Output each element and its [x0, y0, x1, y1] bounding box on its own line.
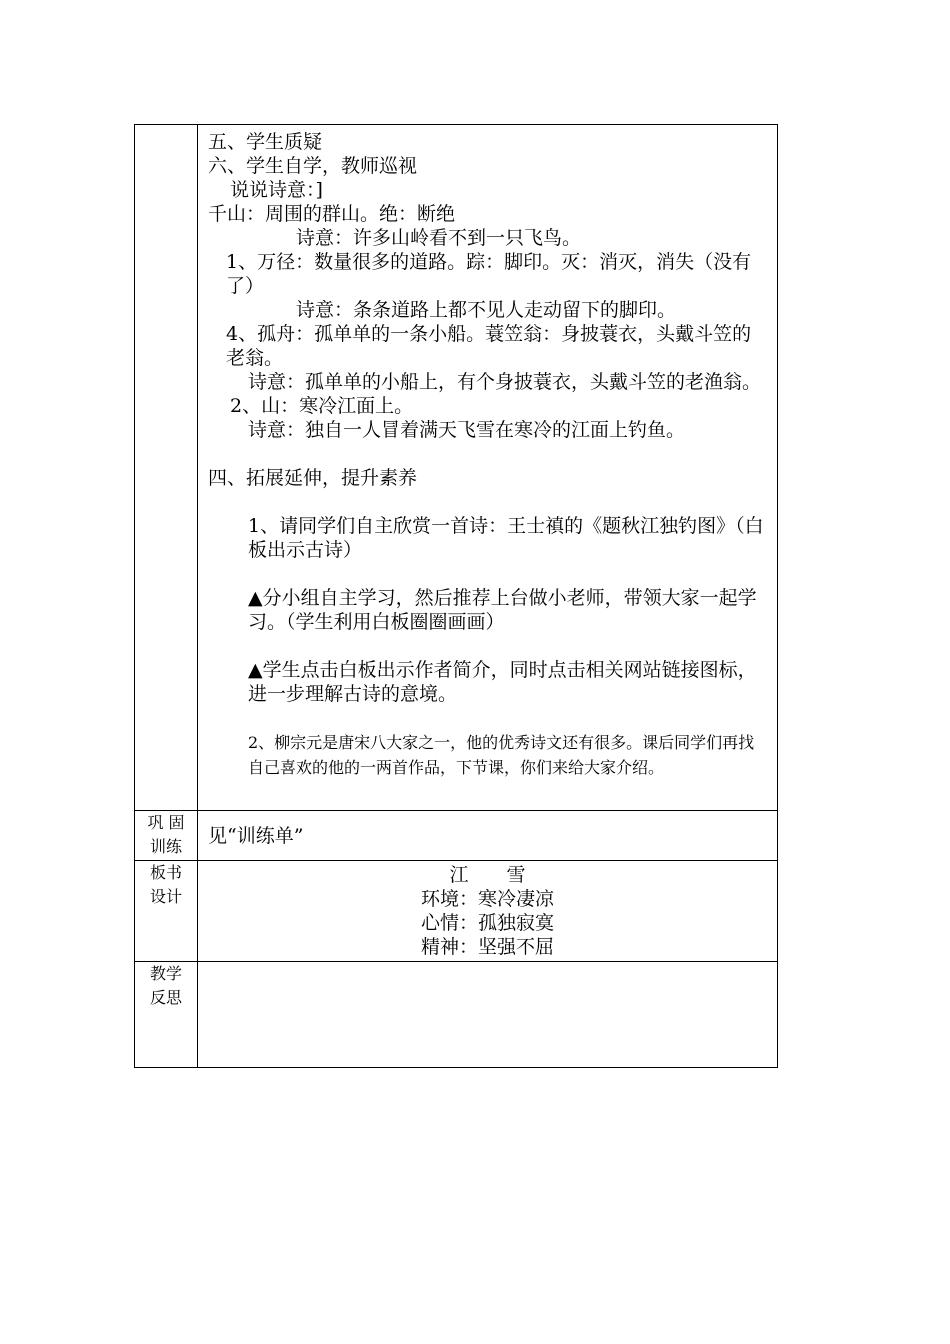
line-student-questions: 五、学生质疑	[208, 131, 323, 153]
line-self-study: 六、学生自学，教师巡视	[208, 155, 418, 177]
line-extension-heading: 四、拓展延伸，提升素养	[208, 467, 418, 489]
line-homework: 2、柳宗元是唐宋八大家之一，他的优秀诗文还有很多。课后同学们再找自己喜欢的他的一两首作品，下节课，你们来给大家介绍。	[248, 733, 755, 777]
reflection-label: 教学 反思	[135, 962, 198, 1068]
line-meaning-2: 诗意：条条道路上都不见人走动留下的脚印。	[296, 299, 677, 321]
line-author-intro: ▲学生点击白板出示作者简介，同时点击相关网站链接图标，进一步理解古诗的意境。	[248, 659, 757, 705]
board-design-content	[198, 861, 778, 962]
line-meaning-prompt: 说说诗意：]	[230, 179, 323, 201]
consolidation-content: 见“训练单”	[198, 811, 778, 861]
consolidation-label: 巩 固 训练	[135, 811, 198, 861]
board-line-mood: 心情：孤独寂寞	[420, 912, 554, 934]
line-meaning-4: 诗意：独自一人冒着满天飞雪在寒冷的江面上钓鱼。	[248, 419, 686, 441]
board-line-spirit: 精神：坚强不屈	[420, 936, 554, 958]
empty-label-cell	[135, 125, 198, 811]
line-guzhou: 4、孤舟：孤单单的一条小船。蓑笠翁：身披蓑衣，头戴斗笠的老翁。	[226, 323, 752, 369]
line-appreciate-poem: 1、请同学们自主欣赏一首诗：王士禛的《题秋江独钓图》（白板出示古诗）	[248, 515, 764, 561]
board-title: 江雪	[449, 864, 564, 886]
line-group-study: ▲分小组自主学习，然后推荐上台做小老师，带领大家一起学习。（学生利用白板圈圈画画）	[248, 587, 757, 633]
lesson-plan-table	[134, 124, 778, 1068]
line-qianshan: 千山：周围的群山。绝：断绝	[208, 203, 456, 225]
teaching-process-cell	[198, 125, 778, 811]
line-meaning-1: 诗意：许多山岭看不到一只飞鸟。	[296, 227, 582, 249]
board-design-label: 板书 设计	[135, 861, 198, 962]
line-wanjing: 1、万径：数量很多的道路。踪：脚印。灭：消灭，消失（没有了）	[226, 251, 752, 297]
reflection-content[interactable]	[198, 962, 778, 1068]
board-line-environment: 环境：寒冷凄凉	[420, 888, 554, 910]
line-shan: 2、山：寒冷江面上。	[230, 395, 414, 417]
line-meaning-3: 诗意：孤单单的小船上，有个身披蓑衣，头戴斗笠的老渔翁。	[248, 371, 762, 393]
